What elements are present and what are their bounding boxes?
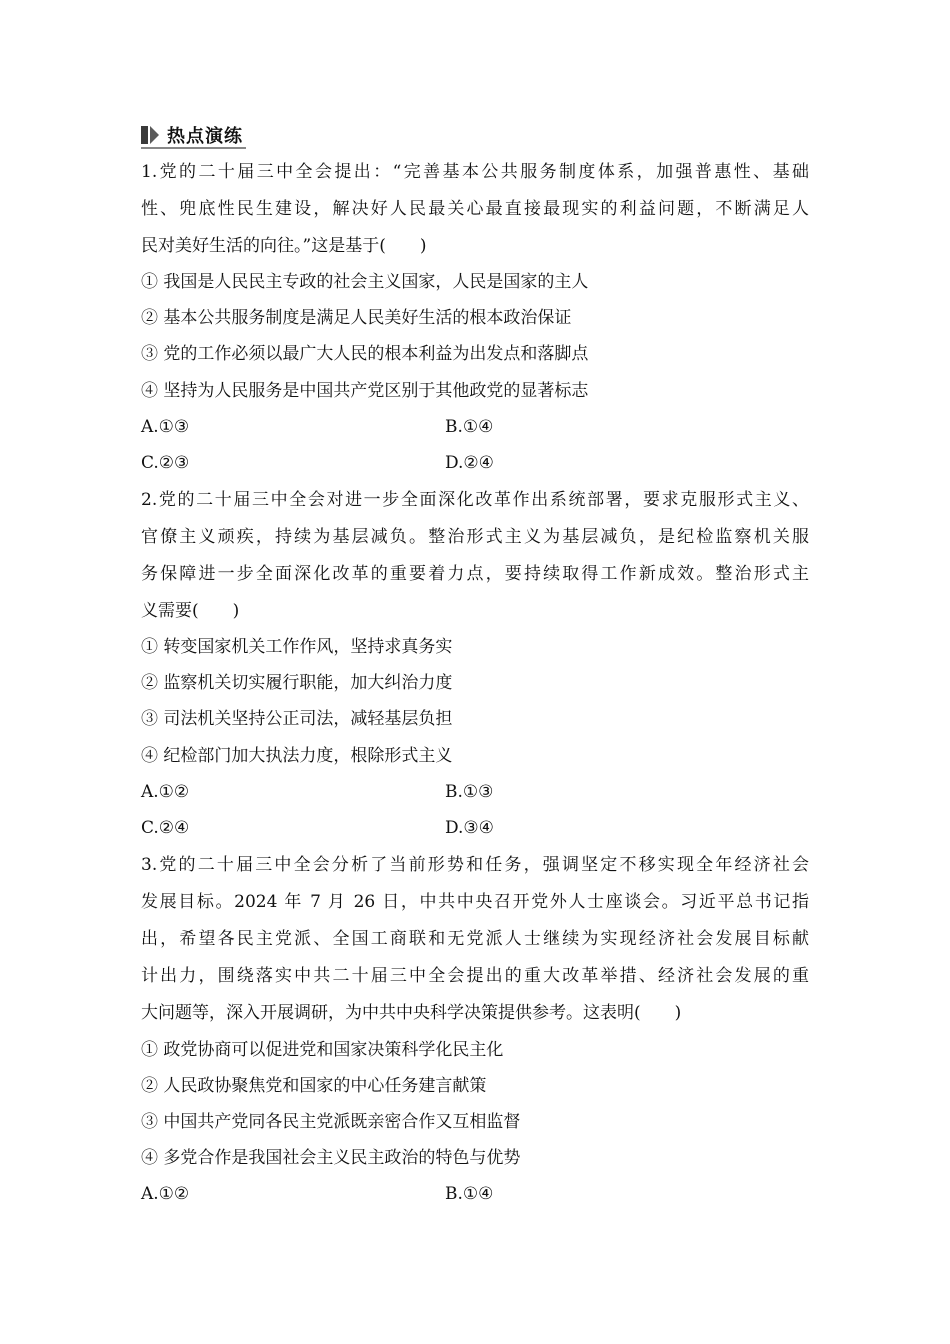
question-3-option-a: A.①② [141,1184,190,1204]
question-3-stem-line-2: 发展目标。2024 年 7 月 26 日，中共中央召开党外人士座谈会。习近平总书记指 [141,892,809,912]
question-3-stem-line-3: 出，希望各民主党派、全国工商联和无党派人士继续为实现经济社会发展目标献 [141,929,809,949]
question-2-option-b: B.①③ [445,782,494,802]
question-3-option-b: B.①④ [445,1184,494,1204]
question-1-statement-4: ④ 坚持为人民服务是中国共产党区别于其他政党的显著标志 [141,381,589,401]
question-3-statement-2: ② 人民政协聚焦党和国家的中心任务建言献策 [141,1076,487,1096]
question-2-statement-3: ③ 司法机关坚持公正司法，减轻基层负担 [141,709,453,729]
question-1-statement-1: ① 我国是人民民主专政的社会主义国家，人民是国家的主人 [141,272,589,292]
question-2-option-a: A.①② [141,782,190,802]
question-3-statement-1: ① 政党协商可以促进党和国家决策科学化民主化 [141,1040,504,1060]
question-2-stem-line-1: 2.党的二十届三中全会对进一步全面深化改革作出系统部署，要求克服形式主义、 [141,490,809,510]
question-1-statement-3: ③ 党的工作必须以最广大人民的根本利益为出发点和落脚点 [141,344,589,364]
question-1-stem-line-2: 性、兜底性民生建设，解决好人民最关心最直接最现实的利益问题，不断满足人 [141,199,809,219]
question-3-statement-3: ③ 中国共产党同各民主党派既亲密合作又互相监督 [141,1112,521,1132]
question-3-statement-4: ④ 多党合作是我国社会主义民主政治的特色与优势 [141,1148,521,1168]
question-1-stem-line-1: 1.党的二十届三中全会提出：“完善基本公共服务制度体系，加强普惠性、基础 [141,162,809,182]
question-1-stem-line-3: 民对美好生活的向往。”这是基于( ) [141,236,427,256]
section-header [141,122,243,148]
question-1-option-c: C.②③ [141,453,190,473]
question-3-stem-line-5: 大问题等，深入开展调研，为中共中央科学决策提供参考。这表明( ) [141,1003,682,1023]
section-title: 热点演练 [167,126,243,147]
question-2-stem-line-3: 务保障进一步全面深化改革的重要着力点，要持续取得工作新成效。整治形式主 [141,564,809,584]
question-2-statement-2: ② 监察机关切实履行职能，加大纠治力度 [141,673,453,693]
question-3-stem-line-1: 3.党的二十届三中全会分析了当前形势和任务，强调坚定不移实现全年经济社会 [141,855,809,875]
question-1-option-d: D.②④ [445,453,494,473]
question-1-statement-2: ② 基本公共服务制度是满足人民美好生活的根本政治保证 [141,308,572,328]
question-2-option-d: D.③④ [445,818,494,838]
question-3-stem-line-4: 计出力，围绕落实中共二十届三中全会提出的重大改革举措、经济社会发展的重 [141,966,809,986]
question-1-option-b: B.①④ [445,417,494,437]
question-2-stem-line-2: 官僚主义顽疾，持续为基层减负。整治形式主义为基层减负，是纪检监察机关服 [141,527,809,547]
question-2-statement-4: ④ 纪检部门加大执法力度，根除形式主义 [141,746,453,766]
question-1-option-a: A.①③ [141,417,190,437]
section-marker-icon [141,126,161,144]
question-2-option-c: C.②④ [141,818,190,838]
question-2-statement-1: ① 转变国家机关工作作风，坚持求真务实 [141,637,453,657]
section-underline [141,147,246,149]
question-2-stem-line-4: 义需要( ) [141,601,240,621]
